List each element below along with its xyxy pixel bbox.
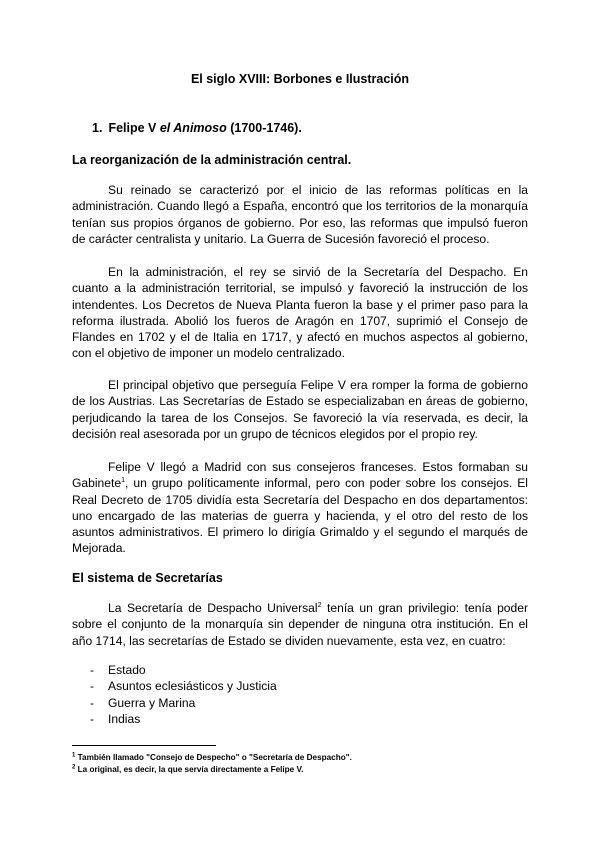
footnote-text: La original, es decir, la que servía directamente a Felipe V.	[75, 765, 304, 774]
paragraph-3: El principal objetivo que perseguía Felipe V era romper la forma de gobierno de los Austrias. Las Secretarías de Estado se especializaban en áreas de gobierno, perjudicando la tarea de los Consejos. Se favoreció la vía reservada, es decir, la decisión real asesorada por un grupo de técnicos elegidos por el propio rey.	[72, 378, 528, 441]
paragraph-5-part-a: La Secretaría de Despacho Universal	[108, 601, 318, 615]
list-item	[72, 695, 277, 711]
secretarias-list	[72, 662, 277, 727]
paragraph-4-part-a: Felipe V llegó a Madrid con sus consejeros franceses. Estos formaban su Gabinete	[72, 460, 528, 491]
page-title: El siglo XVIII: Borbones e Ilustración	[190, 72, 410, 86]
list-item-text: Asuntos eclesiásticos y Justicia	[108, 679, 277, 694]
paragraph-4	[72, 459, 528, 557]
section-years: (1700-1746).	[226, 121, 302, 135]
list-bullet: -	[90, 663, 95, 677]
list-item-text: Guerra y Marina	[108, 695, 196, 710]
list-bullet: -	[90, 695, 95, 710]
paragraph-5	[72, 600, 528, 649]
paragraph-5-part-b: tenía un gran privilegio: tenía poder sobre el conjunto de la monarquía sin depender de ninguna otra institución. En el año 1714, las secretarías de Estado se dividen nuevamente, esta vez, en cuatro:	[72, 601, 529, 648]
footnote-separator	[72, 745, 216, 746]
paragraph-2: En la administración, el rey se sirvió de la Secretaría del Despacho. En cuanto a la administración territorial, se impulsó y favoreció la instrucción de los intendentes. Los Decretos de Nueva Planta fueron la base y el primer paso para la reforma ilustrada. Abolió los fueros de Aragón en 1707, suprimió el Consejo de Flandes en 1702 y el de Italia en 1717, y afectó en muchos aspectos al gobierno, con el objetivo de imponer un modelo centralizado.	[72, 265, 528, 361]
subheading-administracion: La reorganización de la administración central.	[72, 153, 352, 167]
footnote-mark: 2	[72, 764, 76, 771]
section-prefix: Felipe V	[108, 121, 160, 135]
list-bullet: -	[90, 711, 95, 726]
list-item-text: Estado	[108, 663, 146, 677]
footnote-text: También llamado "Consejo de Despecho" o "Secretaría de Despacho".	[75, 753, 352, 762]
list-item-text: Indias	[108, 711, 141, 726]
footnote-1	[72, 752, 352, 763]
list-item	[72, 678, 277, 694]
list-bullet: -	[90, 679, 95, 694]
list-item	[72, 662, 277, 678]
section-epithet: el Animoso	[159, 121, 227, 135]
section-number: 1.	[92, 121, 103, 135]
footnote-ref-1: 1	[121, 477, 125, 485]
footnote-mark: 1	[72, 752, 76, 759]
footnote-ref-2: 2	[317, 601, 322, 609]
footnote-2	[72, 764, 303, 775]
paragraph-4-part-b: , un grupo políticamente informal, pero con poder sobre los consejos. El Real Decreto de 1705 dividía esta Secretaría del Despacho en dos departamentos: uno encargado de las materias de guerra y hacienda, y el otro del resto de los asuntos administrativos. El primero lo dirigía Grimaldo y el segundo el marqués de Mejorada.	[72, 476, 528, 556]
paragraph-1: Su reinado se caracterizó por el inicio de las reformas políticas en la administración. Cuando llegó a España, encontró que los territorios de la monarquía tenían sus propios órganos de gobierno. Por eso, las reformas que impulsó fueron de carácter centralista y unitario. La Guerra de Sucesión favoreció el proceso.	[72, 183, 528, 246]
section-heading-felipe-v	[92, 121, 302, 135]
list-item	[72, 711, 277, 727]
subheading-secretarias: El sistema de Secretarías	[72, 571, 223, 585]
